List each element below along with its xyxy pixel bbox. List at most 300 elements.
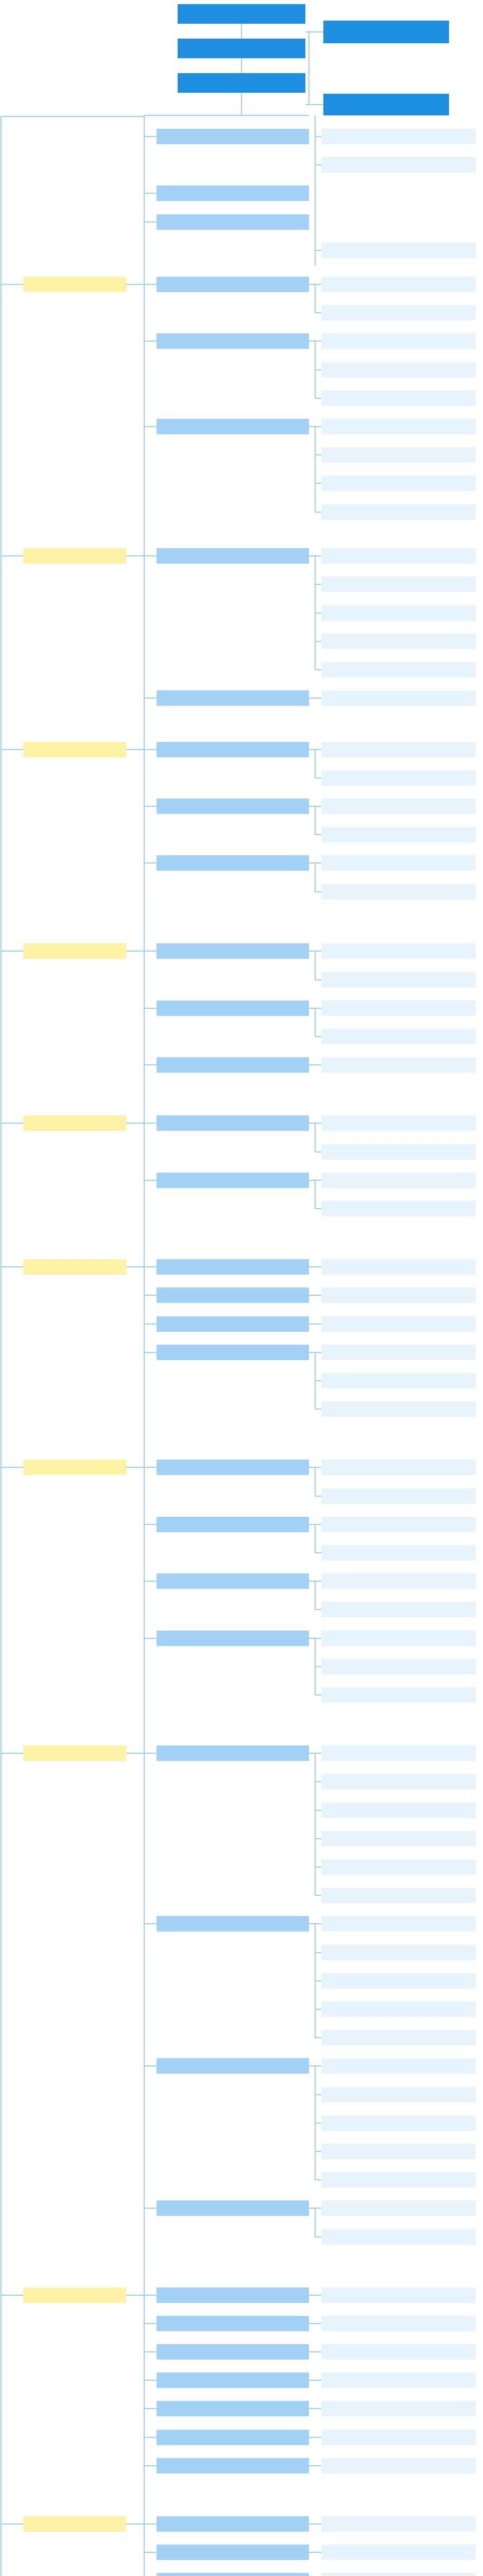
connector-line bbox=[315, 555, 321, 556]
connector-line bbox=[315, 1467, 316, 1496]
section-box bbox=[321, 157, 476, 173]
division-box bbox=[23, 943, 126, 959]
connector-line bbox=[144, 2523, 157, 2524]
connector-line bbox=[315, 1638, 316, 1695]
connector-line bbox=[315, 483, 321, 484]
connector-line bbox=[315, 1266, 321, 1267]
connector-line bbox=[309, 2552, 315, 2553]
section-box bbox=[321, 2087, 476, 2103]
connector-line bbox=[144, 2295, 157, 2296]
department-box bbox=[157, 548, 309, 564]
connector-line bbox=[144, 1064, 157, 1065]
section-box bbox=[321, 972, 476, 988]
top-node-audit-board bbox=[323, 21, 449, 43]
section-box bbox=[321, 1460, 476, 1475]
connector-line bbox=[144, 2380, 157, 2381]
connector-line bbox=[309, 1064, 315, 1065]
connector-line bbox=[315, 1467, 321, 1468]
connector-line bbox=[1, 1123, 23, 1124]
connector-line bbox=[315, 1064, 321, 1065]
connector-line bbox=[315, 806, 316, 835]
department-box bbox=[157, 1259, 309, 1275]
section-box bbox=[321, 2144, 476, 2159]
section-box bbox=[321, 1945, 476, 1960]
connector-line bbox=[315, 1151, 321, 1153]
connector-line bbox=[308, 32, 309, 105]
section-box bbox=[321, 2030, 476, 2045]
department-box bbox=[157, 2200, 309, 2216]
section-box bbox=[321, 799, 476, 814]
connector-line bbox=[241, 24, 242, 39]
connector-line bbox=[144, 2351, 157, 2352]
department-box bbox=[157, 943, 309, 959]
section-box bbox=[321, 1316, 476, 1332]
section-box bbox=[321, 1001, 476, 1016]
section-box bbox=[321, 1401, 476, 1417]
connector-line bbox=[144, 426, 157, 427]
section-box bbox=[321, 943, 476, 959]
section-box bbox=[321, 1115, 476, 1131]
connector-line bbox=[144, 1581, 157, 1582]
section-box bbox=[321, 362, 476, 378]
connector-line bbox=[315, 1008, 321, 1009]
connector-line bbox=[309, 2295, 315, 2296]
connector-line bbox=[315, 1753, 316, 1895]
connector-line bbox=[315, 284, 316, 313]
connector-line bbox=[315, 951, 316, 979]
section-box bbox=[321, 1602, 476, 1617]
department-box bbox=[157, 1173, 309, 1188]
connector-line bbox=[315, 2380, 321, 2381]
connector-line bbox=[315, 834, 321, 835]
connector-line bbox=[1, 1266, 23, 1267]
connector-line bbox=[315, 750, 316, 778]
section-box bbox=[321, 1659, 476, 1674]
division-box bbox=[23, 1745, 126, 1761]
section-box bbox=[321, 742, 476, 757]
connector-line bbox=[126, 1467, 144, 1468]
connector-line bbox=[305, 104, 323, 105]
connector-line bbox=[126, 749, 144, 750]
department-box bbox=[157, 214, 309, 230]
section-box bbox=[321, 827, 476, 842]
connector-line bbox=[315, 556, 316, 670]
connector-line bbox=[305, 31, 323, 32]
section-box bbox=[321, 884, 476, 900]
section-box bbox=[321, 2430, 476, 2445]
connector-line bbox=[144, 698, 157, 699]
connector-line bbox=[144, 806, 157, 807]
section-box bbox=[321, 243, 476, 258]
connector-line bbox=[144, 115, 145, 2576]
connector-line bbox=[315, 613, 321, 614]
connector-line bbox=[144, 2208, 157, 2209]
section-box bbox=[321, 2573, 476, 2576]
department-box bbox=[157, 1001, 309, 1016]
department-box bbox=[157, 2372, 309, 2388]
connector-line bbox=[315, 164, 321, 165]
connector-line bbox=[315, 2552, 321, 2553]
connector-line bbox=[315, 1295, 321, 1296]
connector-line bbox=[315, 669, 321, 670]
connector-line bbox=[144, 341, 157, 342]
connector-line bbox=[315, 863, 316, 891]
department-box bbox=[157, 2458, 309, 2473]
connector-line bbox=[144, 1467, 157, 1468]
connector-line bbox=[315, 2295, 321, 2296]
connector-line bbox=[315, 2323, 321, 2324]
connector-line bbox=[315, 1666, 321, 1667]
connector-line bbox=[144, 1753, 157, 1754]
connector-line bbox=[315, 1180, 321, 1181]
connector-line bbox=[315, 312, 321, 313]
section-box bbox=[321, 690, 476, 706]
division-box bbox=[23, 548, 126, 564]
connector-line bbox=[315, 1352, 316, 1409]
section-box bbox=[321, 2401, 476, 2416]
connector-line bbox=[144, 951, 157, 952]
department-box bbox=[157, 1287, 309, 1303]
connector-line bbox=[309, 2523, 315, 2524]
section-box bbox=[321, 447, 476, 463]
section-box bbox=[321, 504, 476, 520]
section-box bbox=[321, 476, 476, 491]
connector-line bbox=[144, 115, 309, 116]
connector-line bbox=[315, 1380, 321, 1381]
connector-line bbox=[126, 1753, 144, 1754]
section-box bbox=[321, 1545, 476, 1561]
connector-line bbox=[315, 1036, 321, 1037]
department-box bbox=[157, 1745, 309, 1761]
department-box bbox=[157, 1573, 309, 1589]
connector-line bbox=[1, 555, 23, 556]
section-box bbox=[321, 548, 476, 564]
connector-line bbox=[126, 2295, 144, 2296]
connector-line bbox=[315, 1524, 321, 1525]
section-box bbox=[321, 1774, 476, 1789]
connector-line bbox=[144, 862, 157, 863]
section-box bbox=[321, 277, 476, 292]
section-box bbox=[321, 662, 476, 677]
division-box bbox=[23, 2287, 126, 2303]
section-box bbox=[321, 1057, 476, 1073]
connector-line bbox=[315, 1867, 321, 1868]
department-box bbox=[157, 2316, 309, 2331]
section-box bbox=[321, 2115, 476, 2131]
section-box bbox=[321, 1573, 476, 1589]
connector-line bbox=[144, 2323, 157, 2324]
connector-line bbox=[315, 1409, 321, 1410]
connector-line bbox=[315, 427, 316, 512]
connector-line bbox=[126, 951, 144, 952]
connector-line bbox=[315, 1810, 321, 1811]
connector-line bbox=[315, 398, 321, 399]
connector-line bbox=[315, 1552, 321, 1553]
connector-line bbox=[315, 341, 316, 398]
connector-line bbox=[315, 2351, 321, 2352]
connector-line bbox=[144, 1295, 157, 1296]
connector-line bbox=[315, 284, 321, 285]
connector-line bbox=[315, 115, 316, 265]
connector-line bbox=[144, 1180, 157, 1181]
department-box bbox=[157, 333, 309, 349]
section-box bbox=[321, 333, 476, 349]
connector-line bbox=[126, 2523, 144, 2524]
connector-line bbox=[315, 2037, 321, 2038]
section-box bbox=[321, 1287, 476, 1303]
division-box bbox=[23, 2516, 126, 2532]
connector-line bbox=[315, 2009, 321, 2010]
section-box bbox=[321, 577, 476, 592]
connector-line bbox=[315, 806, 321, 807]
division-box bbox=[23, 1259, 126, 1275]
connector-line bbox=[144, 136, 157, 137]
department-box bbox=[157, 2344, 309, 2360]
connector-line bbox=[144, 1123, 157, 1124]
department-box bbox=[157, 690, 309, 706]
connector-line bbox=[315, 1838, 321, 1839]
connector-line bbox=[315, 1324, 321, 1325]
department-box bbox=[157, 1517, 309, 1532]
section-box bbox=[321, 2545, 476, 2560]
section-box bbox=[321, 1888, 476, 1903]
connector-line bbox=[315, 2123, 321, 2124]
connector-line bbox=[315, 1638, 321, 1639]
connector-line bbox=[315, 2523, 321, 2524]
top-node-board-of-directors bbox=[178, 39, 305, 58]
connector-line bbox=[1, 1753, 23, 1754]
connector-line bbox=[144, 2465, 157, 2466]
section-box bbox=[321, 2229, 476, 2245]
connector-line bbox=[315, 1980, 321, 1981]
connector-line bbox=[1, 116, 144, 117]
connector-line bbox=[315, 2179, 321, 2180]
connector-line bbox=[144, 1923, 157, 1924]
department-box bbox=[157, 277, 309, 292]
section-box bbox=[321, 2316, 476, 2331]
connector-line bbox=[315, 979, 321, 980]
department-box bbox=[157, 2401, 309, 2416]
connector-line bbox=[315, 641, 321, 642]
connector-line bbox=[241, 58, 242, 73]
division-box bbox=[23, 277, 126, 292]
section-box bbox=[321, 855, 476, 871]
connector-line bbox=[144, 2437, 157, 2438]
connector-line bbox=[144, 193, 157, 194]
connector-line bbox=[315, 1180, 316, 1209]
section-box bbox=[321, 770, 476, 786]
top-node-president bbox=[178, 73, 305, 93]
connector-line bbox=[315, 1123, 321, 1124]
connector-line bbox=[144, 2065, 157, 2066]
connector-line bbox=[315, 136, 321, 137]
section-box bbox=[321, 1488, 476, 1504]
section-box bbox=[321, 2287, 476, 2303]
connector-line bbox=[144, 1638, 157, 1639]
connector-line bbox=[1, 2523, 23, 2524]
connector-line bbox=[309, 698, 315, 699]
top-node-internal-audit-office bbox=[323, 94, 449, 115]
connector-line bbox=[315, 1581, 316, 1609]
section-box bbox=[321, 1916, 476, 1931]
connector-line bbox=[241, 93, 242, 115]
connector-line bbox=[1, 284, 23, 285]
connector-line bbox=[315, 1208, 321, 1209]
connector-line bbox=[315, 2236, 321, 2238]
connector-line bbox=[315, 951, 321, 952]
connector-line bbox=[126, 284, 144, 285]
division-box bbox=[23, 1460, 126, 1475]
connector-line bbox=[309, 2380, 315, 2381]
section-box bbox=[321, 305, 476, 320]
section-box bbox=[321, 1831, 476, 1846]
division-box bbox=[23, 1115, 126, 1131]
section-box bbox=[321, 1345, 476, 1360]
connector-line bbox=[315, 698, 321, 699]
connector-line bbox=[126, 555, 144, 556]
connector-line bbox=[315, 1123, 316, 1151]
department-box bbox=[157, 185, 309, 201]
connector-line bbox=[126, 1266, 144, 1267]
connector-line bbox=[309, 2351, 315, 2352]
section-box bbox=[321, 419, 476, 434]
connector-line bbox=[309, 2437, 315, 2438]
section-box bbox=[321, 1029, 476, 1044]
section-box bbox=[321, 2344, 476, 2360]
connector-line bbox=[1, 2295, 23, 2296]
connector-line bbox=[315, 2465, 321, 2466]
department-box bbox=[157, 1631, 309, 1646]
department-box bbox=[157, 2430, 309, 2445]
section-box bbox=[321, 1144, 476, 1160]
department-box bbox=[157, 1057, 309, 1073]
department-box bbox=[157, 129, 309, 144]
connector-line bbox=[315, 1609, 321, 1610]
connector-line bbox=[315, 1694, 321, 1696]
section-box bbox=[321, 2458, 476, 2473]
connector-line bbox=[315, 2408, 321, 2409]
connector-line bbox=[309, 2323, 315, 2324]
connector-line bbox=[315, 2066, 316, 2180]
connector-line bbox=[144, 1008, 157, 1009]
section-box bbox=[321, 634, 476, 649]
section-box bbox=[321, 1859, 476, 1875]
connector-line bbox=[144, 1352, 157, 1353]
connector-line bbox=[315, 1753, 321, 1754]
department-box bbox=[157, 742, 309, 757]
connector-line bbox=[309, 2465, 315, 2466]
department-box bbox=[157, 419, 309, 434]
section-box bbox=[321, 1687, 476, 1703]
connector-line bbox=[144, 2552, 157, 2553]
section-box bbox=[321, 391, 476, 406]
section-box bbox=[321, 2200, 476, 2216]
connector-line bbox=[315, 1352, 321, 1353]
connector-line bbox=[315, 454, 321, 455]
connector-line bbox=[315, 250, 321, 251]
connector-line bbox=[1, 951, 23, 952]
connector-line bbox=[309, 1324, 315, 1325]
connector-line bbox=[144, 1524, 157, 1525]
connector-line bbox=[315, 1524, 316, 1553]
top-node-shareholders-meeting bbox=[178, 4, 305, 24]
department-box bbox=[157, 855, 309, 871]
section-box bbox=[321, 1973, 476, 1989]
connector-line bbox=[315, 2208, 321, 2209]
department-box bbox=[157, 2516, 309, 2532]
section-box bbox=[321, 129, 476, 144]
connector-line bbox=[144, 1324, 157, 1325]
section-box bbox=[321, 1373, 476, 1388]
connector-line bbox=[1, 749, 23, 750]
section-box bbox=[321, 1631, 476, 1646]
department-box bbox=[157, 1916, 309, 1931]
connector-line bbox=[315, 2208, 316, 2236]
connector-line bbox=[315, 2437, 321, 2438]
connector-line bbox=[309, 1266, 315, 1267]
connector-line bbox=[315, 1895, 321, 1896]
connector-line bbox=[315, 777, 321, 778]
connector-line bbox=[144, 222, 157, 223]
department-box bbox=[157, 2287, 309, 2303]
connector-line bbox=[315, 369, 321, 370]
section-box bbox=[321, 1173, 476, 1188]
connector-line bbox=[315, 512, 321, 513]
section-box bbox=[321, 1201, 476, 1216]
connector-line bbox=[315, 584, 321, 585]
connector-line bbox=[315, 1923, 321, 1924]
connector-line bbox=[315, 2151, 321, 2152]
department-box bbox=[157, 1316, 309, 1332]
connector-line bbox=[315, 1952, 321, 1953]
section-box bbox=[321, 2002, 476, 2017]
connector-line bbox=[315, 749, 321, 750]
connector-line bbox=[315, 1496, 321, 1497]
section-box bbox=[321, 1259, 476, 1275]
connector-line bbox=[1, 1467, 23, 1468]
connector-line bbox=[144, 749, 157, 750]
department-box bbox=[157, 2058, 309, 2074]
department-box bbox=[157, 2573, 309, 2576]
connector-line bbox=[315, 891, 321, 892]
connector-line bbox=[309, 2408, 315, 2409]
connector-line bbox=[1, 116, 2, 2576]
department-box bbox=[157, 2545, 309, 2560]
connector-line bbox=[315, 341, 321, 342]
connector-line bbox=[315, 862, 321, 863]
connector-line bbox=[309, 1295, 315, 1296]
connector-line bbox=[315, 1781, 321, 1782]
connector-line bbox=[144, 2408, 157, 2409]
department-box bbox=[157, 1345, 309, 1360]
division-box bbox=[23, 742, 126, 757]
section-box bbox=[321, 2172, 476, 2188]
connector-line bbox=[144, 555, 157, 556]
connector-line bbox=[126, 1123, 144, 1124]
connector-line bbox=[144, 1266, 157, 1267]
connector-line bbox=[315, 1008, 316, 1037]
connector-line bbox=[315, 426, 321, 427]
section-box bbox=[321, 605, 476, 621]
connector-line bbox=[315, 2094, 321, 2095]
connector-line bbox=[315, 2065, 321, 2066]
connector-line bbox=[315, 1581, 321, 1582]
section-box bbox=[321, 1803, 476, 1818]
section-box bbox=[321, 1517, 476, 1532]
department-box bbox=[157, 1460, 309, 1475]
department-box bbox=[157, 1115, 309, 1131]
section-box bbox=[321, 2058, 476, 2074]
